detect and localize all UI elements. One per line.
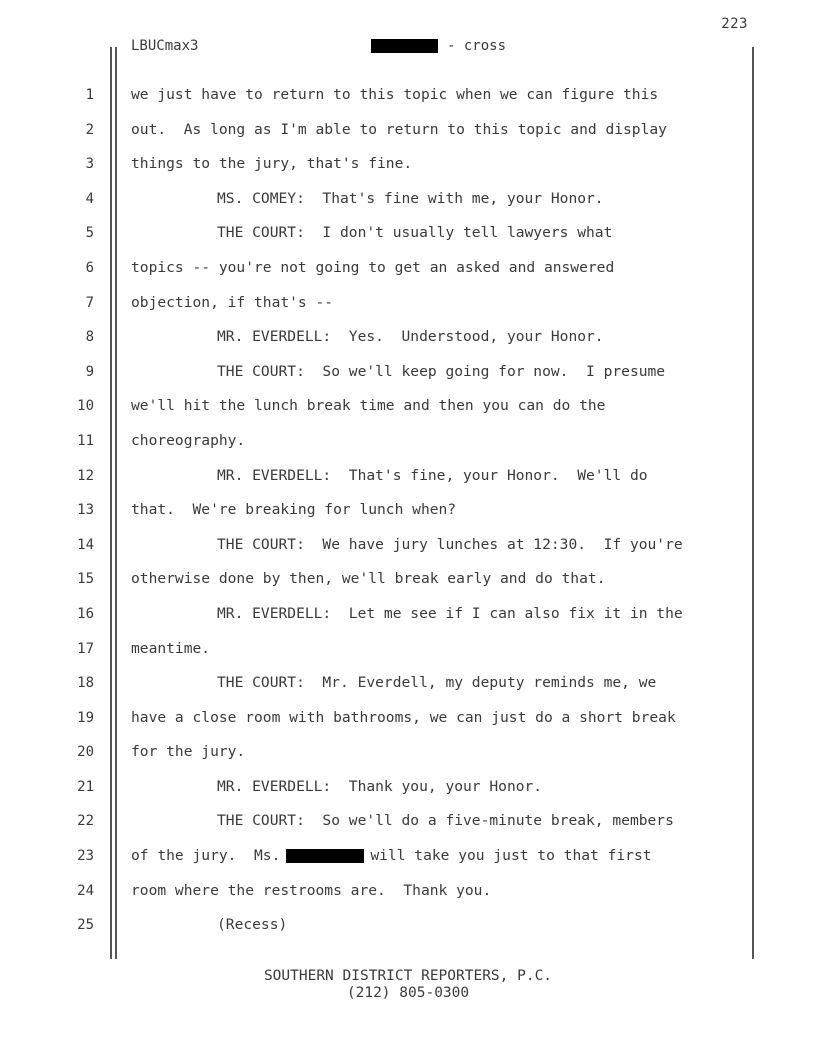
line-number: 8 [85, 329, 94, 346]
transcript-line: room where the restrooms are. Thank you. [131, 881, 492, 899]
transcript-line: we'll hit the lunch break time and then you can do the [131, 397, 606, 415]
transcript-line: MR. EVERDELL: That's fine, your Honor. We'll do [217, 466, 648, 484]
transcript-line: have a close room with bathrooms, we can just do a short break [131, 708, 676, 726]
transcript-line: things to the jury, that's fine. [131, 155, 413, 173]
transcript-line: for the jury. [131, 743, 246, 761]
line-23-after: will take you just to that first [370, 847, 652, 865]
left-margin-rule-outer [110, 47, 112, 959]
line-number: 22 [77, 813, 94, 830]
line-number: 14 [77, 536, 94, 553]
transcript-line: we just have to return to this topic when we can figure this [131, 86, 659, 103]
transcript-line: THE COURT: We have jury lunches at 12:30. If you're [217, 535, 683, 553]
reporter-footer [0, 968, 816, 1002]
right-margin-rule [752, 47, 754, 959]
case-code: LBUCmax3 [131, 38, 199, 54]
transcript-line: choreography. [131, 431, 246, 449]
line-number: 5 [85, 225, 94, 242]
line-number: 6 [85, 259, 94, 276]
transcript-line: MS. COMEY: That's fine with me, your Honor. [217, 189, 604, 207]
line-number: 19 [77, 709, 94, 726]
transcript-line: out. As long as I'm able to return to this topic and display [131, 120, 667, 138]
line-number: 16 [77, 605, 94, 622]
transcript-line-redacted [131, 845, 741, 880]
line-number: 21 [77, 778, 94, 795]
redaction-bar [371, 39, 438, 53]
transcript-line: MR. EVERDELL: Yes. Understood, your Honor. [217, 328, 604, 346]
transcript-body [131, 84, 741, 949]
transcript-line: otherwise done by then, we'll break early and do that. [131, 570, 606, 588]
line-number: 2 [85, 121, 94, 138]
line-number: 18 [77, 675, 94, 692]
transcript-line: (Recess) [217, 916, 288, 934]
line-number: 13 [77, 502, 94, 519]
transcript-line: topics -- you're not going to get an asked and answered [131, 258, 615, 276]
reporter-name: SOUTHERN DISTRICT REPORTERS, P.C. [263, 968, 553, 984]
header-witness [371, 38, 506, 54]
line-23-before: of the jury. Ms. [131, 847, 281, 865]
reporter-phone: (212) 805-0300 [346, 985, 470, 1001]
line-number: 15 [77, 571, 94, 588]
line-number: 9 [85, 363, 94, 380]
page-number: 223 [721, 16, 748, 32]
line-number: 24 [77, 882, 94, 899]
line-number: 11 [77, 432, 94, 449]
transcript-line: that. We're breaking for lunch when? [131, 501, 457, 519]
line-number: 17 [77, 640, 94, 657]
line-number: 12 [77, 467, 94, 484]
transcript-line: THE COURT: So we'll do a five-minute break, members [217, 812, 674, 830]
transcript-line: THE COURT: I don't usually tell lawyers what [217, 224, 613, 242]
line-number-column [60, 84, 94, 949]
line-number: 1 [85, 87, 94, 103]
witness-suffix: - cross [447, 38, 507, 54]
line-number: 23 [77, 848, 94, 865]
transcript-line: objection, if that's -- [131, 293, 334, 311]
line-number: 4 [85, 190, 94, 207]
transcript-line: meantime. [131, 639, 211, 657]
redaction-bar [286, 849, 364, 863]
line-number: 7 [85, 294, 94, 311]
line-number: 3 [85, 156, 94, 173]
left-margin-rule-inner [115, 47, 117, 959]
transcript-line: THE COURT: Mr. Everdell, my deputy reminds me, we [217, 674, 657, 692]
line-number: 20 [77, 744, 94, 761]
transcript-line: THE COURT: So we'll keep going for now. I presume [217, 362, 666, 380]
line-number: 25 [77, 917, 94, 934]
line-number: 10 [77, 398, 94, 415]
transcript-line: MR. EVERDELL: Let me see if I can also fix it in the [217, 604, 683, 622]
transcript-line: MR. EVERDELL: Thank you, your Honor. [217, 777, 543, 795]
